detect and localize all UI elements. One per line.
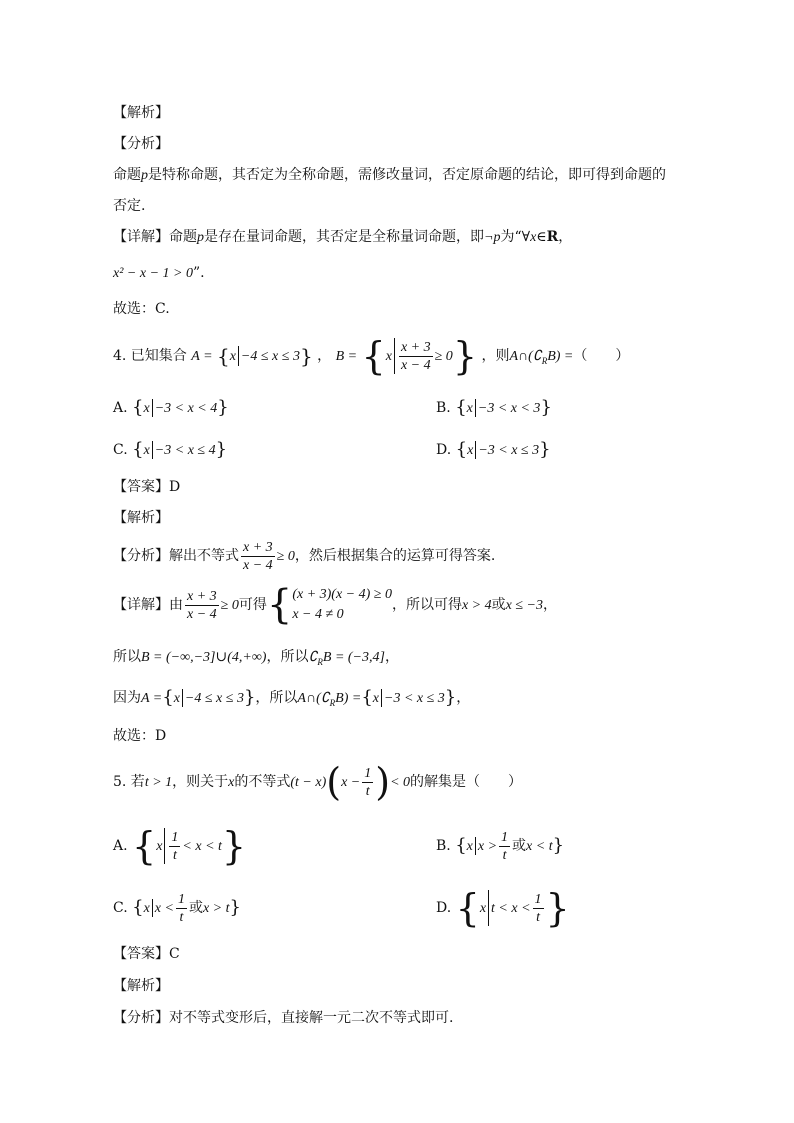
brace-close: } xyxy=(243,687,256,708)
text: ，所以 xyxy=(255,690,298,706)
math-cond: t < x < xyxy=(491,901,531,916)
math-p: p xyxy=(197,230,204,245)
math-ge0: ≥ 0 xyxy=(220,598,239,613)
denominator: t xyxy=(172,847,177,863)
denominator: t xyxy=(365,783,370,799)
text: 命题 xyxy=(113,167,141,183)
math-cond: −4 ≤ x ≤ 3 xyxy=(184,691,244,706)
text: ， xyxy=(456,690,471,706)
math-sub-R: R xyxy=(329,697,336,708)
math-ge0: ≥ 0 xyxy=(276,549,295,564)
math-cond: x < xyxy=(154,901,174,916)
text: 解出不等式 xyxy=(169,548,239,564)
brace-close: } xyxy=(221,824,247,868)
math-complement: ∁ xyxy=(308,650,318,665)
set-bar xyxy=(381,689,382,707)
math-factor: (t − x) xyxy=(290,775,327,790)
text: 的不等式 xyxy=(234,774,291,790)
math-cond: x > xyxy=(477,839,498,854)
q5-option-d xyxy=(436,888,570,929)
question-number: 4. 已知集合 xyxy=(113,348,187,364)
brace-open: { xyxy=(162,687,174,708)
fraction xyxy=(399,339,433,374)
numerator: 1 xyxy=(534,891,542,907)
math-R: R xyxy=(546,229,559,245)
text: 是存在量词命题，其否定是全称量词命题，即 xyxy=(204,229,484,245)
q5-answer xyxy=(113,944,180,964)
brace-close: } xyxy=(552,835,565,856)
brace-close: } xyxy=(215,439,228,460)
system-line-2: x − 4 ≠ 0 xyxy=(292,607,344,622)
fraction xyxy=(185,588,219,623)
q4-line-B xyxy=(113,647,399,672)
option-label: D. xyxy=(436,900,452,916)
text: 由 xyxy=(169,597,183,613)
q4-fenxi xyxy=(113,536,495,577)
brace-open: { xyxy=(132,439,144,460)
fenxi-label: 【分析】 xyxy=(113,548,169,564)
set-bar xyxy=(152,399,153,417)
math-lt0: < 0 xyxy=(390,775,411,790)
denominator: t xyxy=(179,909,184,925)
math-sub-R: R xyxy=(317,656,323,667)
math-x: x xyxy=(143,443,150,458)
brace-open: { xyxy=(132,897,144,918)
q5-option-a xyxy=(113,826,246,867)
math-cond: −3 < x < 4 xyxy=(154,401,218,416)
q3-xiangjie-line1 xyxy=(113,227,572,248)
math-cond: x ≤ −3 xyxy=(505,598,543,613)
fraction xyxy=(533,891,544,926)
math-p: p xyxy=(141,168,148,183)
set-bar xyxy=(488,890,489,926)
text: ，然后根据集合的运算可得答案. xyxy=(294,548,496,564)
math-x: x xyxy=(229,349,236,364)
q4-xiangjie xyxy=(113,584,557,627)
q4-option-d xyxy=(436,440,551,461)
answer-value: D xyxy=(169,479,181,495)
numerator: x + 3 xyxy=(243,539,273,555)
math-cond: x > 4 xyxy=(461,598,492,613)
q5-fenxi xyxy=(113,1008,453,1028)
math-expr-end: B) = xyxy=(547,349,574,364)
q5-option-b xyxy=(436,826,564,867)
math-cond: −3 < x < 3 xyxy=(477,401,541,416)
math-ge0: ≥ 0 xyxy=(434,349,453,364)
set-bar xyxy=(238,346,239,366)
text: ， xyxy=(384,649,399,665)
text: ， xyxy=(543,597,557,613)
text: 是特称命题，其否定为全称命题，需修改量词，否定原命题的结论，即可得到命题的 xyxy=(148,167,666,183)
math-x: x xyxy=(173,691,180,706)
text: 因为 xyxy=(113,690,141,706)
set-bar xyxy=(152,441,153,459)
question-number: 5. 若 xyxy=(113,774,145,790)
math-complement: ∁ xyxy=(532,349,542,364)
fraction xyxy=(241,539,275,574)
fenxi-label: 【分析】 xyxy=(113,136,169,152)
q4-stem xyxy=(113,336,629,381)
math-cond: t > 1 xyxy=(144,775,173,790)
denominator: t xyxy=(502,847,507,863)
brace-open: { xyxy=(216,344,230,368)
math-complement: ∁ xyxy=(320,691,330,706)
option-label: C. xyxy=(113,900,128,916)
text: 或 xyxy=(512,838,527,854)
math-x: x xyxy=(479,901,487,916)
math-expr: A∩( xyxy=(509,349,533,364)
math-sub-R: R xyxy=(541,355,548,366)
option-label: A. xyxy=(113,400,128,416)
math-x: x xyxy=(143,401,150,416)
numerator: x + 3 xyxy=(400,339,431,355)
fraction xyxy=(362,765,373,800)
numerator: 1 xyxy=(177,891,185,907)
math-cond: −4 ≤ x ≤ 3 xyxy=(240,349,300,364)
numerator: 1 xyxy=(171,829,179,845)
math-expr: A∩( xyxy=(297,691,321,706)
brace-open: { xyxy=(455,439,468,460)
q4-line-A xyxy=(113,688,470,713)
denominator: x − 4 xyxy=(400,357,431,373)
math-cond: −3 < x ≤ 3 xyxy=(384,691,445,706)
set-bar xyxy=(475,837,476,855)
brace-open: { xyxy=(455,886,480,930)
fraction xyxy=(169,829,180,864)
math-x: x xyxy=(228,775,235,790)
brace-open: { xyxy=(132,824,157,868)
q5-option-c xyxy=(113,888,241,929)
q3-xiangjie-line2 xyxy=(113,263,205,284)
q3-fenxi-line1 xyxy=(113,165,666,186)
numerator: x + 3 xyxy=(187,588,217,604)
option-label: D. xyxy=(436,442,452,458)
paren-close: ) xyxy=(375,760,391,804)
brace-close: } xyxy=(539,439,551,460)
paren-open: ( xyxy=(326,760,342,804)
q3-fenxi-line2: 否定. xyxy=(113,198,146,214)
math-x: x xyxy=(156,839,163,854)
numerator: 1 xyxy=(501,829,509,845)
denominator: t xyxy=(536,909,540,925)
math-x: x xyxy=(372,691,379,706)
math-cond: −3 < x ≤ 4 xyxy=(154,443,216,458)
math-cB: B = (−3,4] xyxy=(322,650,385,665)
math-B-eq: B = xyxy=(335,349,358,364)
jiexi-label: 【解析】 xyxy=(113,105,169,121)
q4-answer-line: 故选：D xyxy=(113,728,167,744)
answer-paren: （ ） xyxy=(573,348,630,364)
math-A-eq: A = xyxy=(191,349,213,364)
math-cond: < x < t xyxy=(182,839,222,854)
math-x: x xyxy=(143,901,150,916)
option-label: B. xyxy=(436,400,451,416)
math-x: x xyxy=(466,401,473,416)
denominator: x − 4 xyxy=(243,557,273,573)
q5-stem xyxy=(113,760,522,805)
brace-open: { xyxy=(266,582,293,628)
math-inequality: x² − x − 1 > 0 xyxy=(113,266,193,281)
text: ， xyxy=(317,348,332,364)
brace-close: } xyxy=(444,687,457,708)
math-x: x xyxy=(385,349,392,364)
answer-label: 【答案】 xyxy=(113,479,169,495)
fenxi-label: 【分析】 xyxy=(113,1010,169,1026)
q3-answer-line: 故选：C. xyxy=(113,301,170,317)
xiangjie-label: 【详解】 xyxy=(113,229,169,245)
brace-open: { xyxy=(455,835,467,856)
brace-open: { xyxy=(361,687,373,708)
answer-value: C xyxy=(169,946,180,962)
text: ，所以 xyxy=(266,649,309,665)
math-cond: x > t xyxy=(202,901,230,916)
option-label: C. xyxy=(113,442,128,458)
math-A-eq: A = xyxy=(141,691,163,706)
set-bar xyxy=(475,441,476,459)
xiangjie-label: 【详解】 xyxy=(113,597,169,613)
brace-open: { xyxy=(455,397,467,418)
system-line-1: (x + 3)(x − 4) ≥ 0 xyxy=(292,587,392,602)
brace-close: } xyxy=(452,334,477,378)
math-x: x xyxy=(466,839,473,854)
text: 为“ xyxy=(500,229,522,245)
math-x: x xyxy=(467,443,474,458)
text: 可得 xyxy=(238,597,267,613)
math-expr-end: B) = xyxy=(335,691,362,706)
set-bar xyxy=(394,338,395,374)
math-x-minus: x − xyxy=(341,775,361,790)
set-bar xyxy=(164,828,165,864)
q4-option-b xyxy=(436,398,552,419)
text: 或 xyxy=(188,900,203,916)
set-bar xyxy=(152,899,153,917)
set-bar xyxy=(182,689,183,707)
text: 的解集是（ ） xyxy=(410,774,523,790)
text: ”. xyxy=(192,265,205,281)
q4-option-c xyxy=(113,440,227,461)
text: 或 xyxy=(491,597,506,613)
q4-option-a xyxy=(113,398,229,419)
text: ， xyxy=(558,229,573,245)
fraction xyxy=(499,829,510,864)
answer-label: 【答案】 xyxy=(113,946,169,962)
brace-close: } xyxy=(540,397,552,418)
text: 命题 xyxy=(169,229,197,245)
q4-answer xyxy=(113,477,180,497)
text: 对不等式变形后，直接解一元二次不等式即可. xyxy=(169,1010,454,1026)
math-B: B = (−∞,−3]∪(4,+∞) xyxy=(141,650,267,665)
brace-close: } xyxy=(545,886,570,930)
text: ，则 xyxy=(481,348,510,364)
text: ，所以可得 xyxy=(391,597,462,613)
numerator: 1 xyxy=(364,765,372,781)
q4-jiexi-label: 【解析】 xyxy=(113,510,169,526)
math-cond: x < t xyxy=(526,839,553,854)
option-label: B. xyxy=(436,838,451,854)
math-forall: ∀x∈ xyxy=(521,230,547,245)
math-cond: −3 < x ≤ 3 xyxy=(478,443,540,458)
equation-system xyxy=(292,585,392,625)
brace-close: } xyxy=(299,344,313,368)
math-not-p: ¬p xyxy=(484,230,501,245)
set-bar xyxy=(475,399,476,417)
text: 所以 xyxy=(113,649,141,665)
denominator: x − 4 xyxy=(187,606,217,622)
text: ，则关于 xyxy=(172,774,229,790)
brace-close: } xyxy=(229,897,241,918)
brace-open: { xyxy=(132,397,144,418)
fraction xyxy=(176,891,187,926)
q5-jiexi-label: 【解析】 xyxy=(113,978,169,994)
option-label: A. xyxy=(113,838,128,854)
brace-close: } xyxy=(217,397,229,418)
brace-open: { xyxy=(361,334,386,378)
